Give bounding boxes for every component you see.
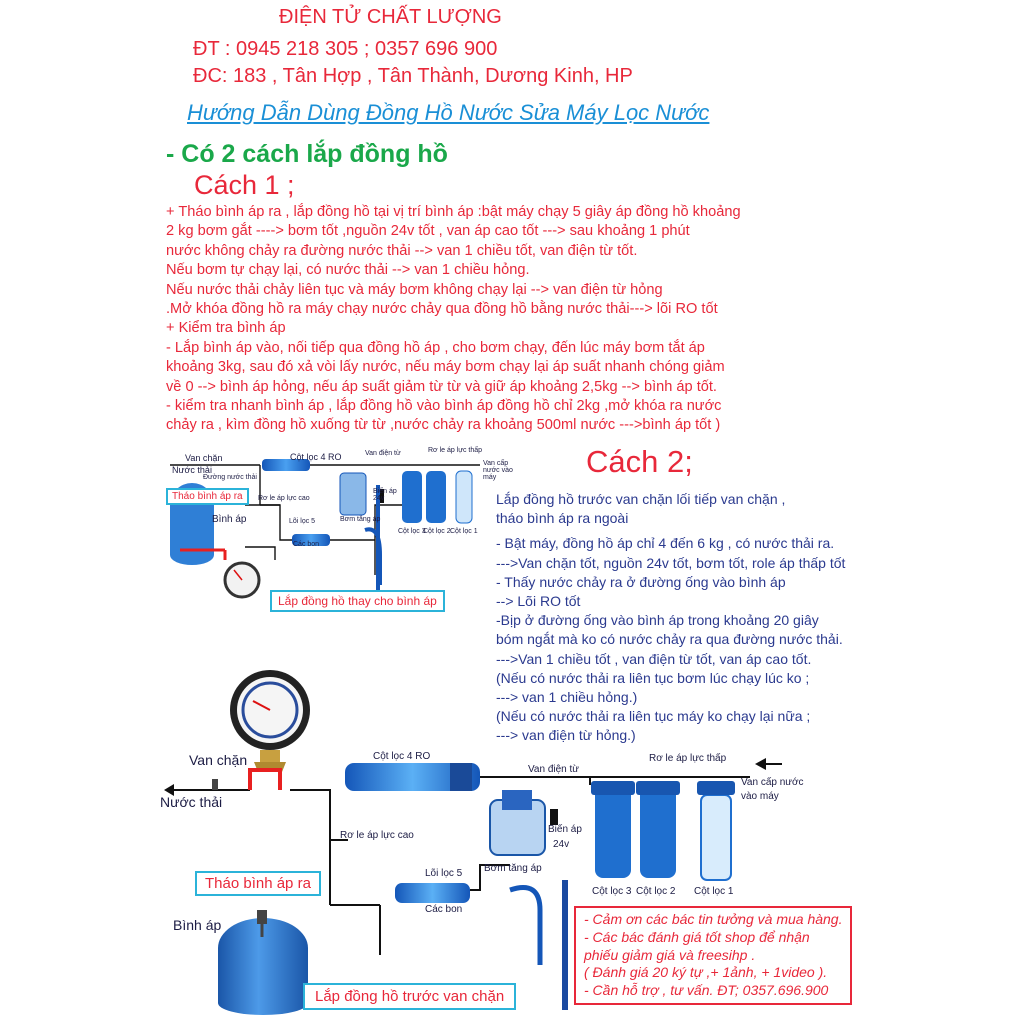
sd-cot2: Cột lọc 2 <box>423 528 451 535</box>
ld-van-cap-nuoc-2: vào máy <box>741 791 779 802</box>
thanks-box <box>574 906 852 1005</box>
large-faucet <box>510 888 540 966</box>
sd-cac-bon: Các bon <box>293 541 320 548</box>
sd-cot-loc-4ro: Cột lọc 4 RO <box>290 452 342 462</box>
method2-line: - Bật máy, đồng hồ áp chỉ 4 đến 6 kg , có nước thải ra. <box>496 535 835 552</box>
large-stand-bar <box>562 880 568 1010</box>
method1-line: Nếu bơm tự chạy lại, có nước thải --> van 1 chiều hỏng. <box>166 262 530 279</box>
method2-line: - Thấy nước chảy ra ở đường ống vào bình áp <box>496 573 786 590</box>
sd-duong-nuoc-thai: Đường nước thải <box>203 474 257 481</box>
sd-cot3: Cột lọc 3 <box>398 528 426 535</box>
guide-title: Hướng Dẫn Dùng Đồng Hồ Nước Sửa Máy Lọc Nước <box>187 100 710 125</box>
filter-3 <box>402 471 422 523</box>
sd-cot1: Cột lọc 1 <box>450 528 478 535</box>
sd-role-ap-cao: Rơ le áp lực cao <box>258 495 310 502</box>
method1-line: + Tháo bình áp ra , lắp đồng hồ tại vị trí bình áp :bật máy chạy 5 giây áp đồng hồ khoảng <box>166 204 741 220</box>
sd-bom-tang-ap: Bơm tăng áp <box>340 516 381 523</box>
sd-binh-ap: Bình áp <box>212 514 247 525</box>
ld-bien-ap-1: Biến áp <box>548 824 582 835</box>
ld-cot1: Cột lọc 1 <box>694 886 734 897</box>
thanks-line: - Cảm ơn các bác tin tưởng và mua hàng. <box>584 911 843 927</box>
ld-van-cap-nuoc-1: Van cấp nước <box>741 777 804 788</box>
ld-cot3: Cột lọc 3 <box>592 886 632 897</box>
sd-bien-ap: Biến áp 24v <box>373 488 397 502</box>
booster-pump <box>340 473 366 515</box>
method2-line: (Nếu có nước thải ra liên tục máy ko chạy lại nữa ; <box>496 708 811 725</box>
method2-line: tháo bình áp ra ngoài <box>496 510 629 527</box>
method1-line: - kiểm tra nhanh bình áp , lắp đồng hồ vào bình áp đồng hồ chỉ 2kg ,mở khóa ra nước <box>166 398 722 415</box>
ld-bien-ap-2: 24v <box>553 839 570 850</box>
large-filter-2 <box>640 783 676 878</box>
intro-heading: - Có 2 cách lắp đồng hồ <box>166 140 448 168</box>
method1-line: Nếu nước thải chảy liên tục và máy bơm không chạy lại --> van điện từ hỏng <box>166 281 663 298</box>
sd-van-cap-nuoc: Van cấp nước vào máy <box>483 460 513 481</box>
method1-line: chảy ra , kìm đồng hồ xuống từ từ ,nước chảy ra khoảng 500ml nước --->bình áp tốt ) <box>166 417 721 434</box>
filter-2 <box>426 471 446 523</box>
thanks-line: - Cần hỗ trợ , tư vấn. ĐT; 0357.696.900 <box>584 982 829 999</box>
method1-line: khoảng 3kg, sau đó xả vòi lấy nước, nếu máy bơm chạy lại áp suất nhanh chóng giảm <box>166 359 725 376</box>
ld-box-gauge: Lắp đồng hồ trước van chặn <box>303 983 516 1010</box>
shop-address: ĐC: 183 , Tân Hợp , Tân Thành, Dương Kinh, HP <box>193 65 633 87</box>
large-post-carbon <box>395 883 470 903</box>
method1-line: về 0 --> bình áp hỏng, nếu áp suất giảm từ từ và giữ áp khoảng 2,5kg --> bình áp tốt. <box>166 378 717 395</box>
method1-title: Cách 1 ; <box>194 170 295 200</box>
ld-loi-loc5: Lõi lọc 5 <box>425 868 463 879</box>
method1-line: nước không chảy ra đường nước thải --> van 1 chiều tốt, van điện từ tốt. <box>166 242 638 259</box>
method1-line: 2 kg bơm gắt ----> bơm tốt ,nguồn 24v tốt , van áp cao tốt ---> sau khoảng 1 phút <box>166 223 690 240</box>
large-filter-1 <box>701 795 731 880</box>
method2-line: -Bịp ở đường ống vào bình áp trong khoảng 20 giây <box>496 612 819 629</box>
method2-line: --->Van chặn tốt, nguồn 24v tốt, bơm tốt, role áp thấp tốt <box>496 554 846 571</box>
thanks-line: - Các bác đánh giá tốt shop để nhận <box>584 928 810 945</box>
ld-bom-tang-ap: Bơm tăng áp <box>484 863 542 874</box>
shutoff-valve <box>212 779 218 790</box>
method1-line: - Lắp bình áp vào, nối tiếp qua đồng hồ áp , cho bơm chạy, đến lúc máy bơm tắt áp <box>166 339 705 356</box>
shop-phone: ĐT : 0945 218 305 ; 0357 696 900 <box>193 38 498 60</box>
method2-line: Lắp đồng hồ trước van chặn lối tiếp van chặn , <box>496 491 786 507</box>
method1-line: + Kiểm tra bình áp <box>166 320 286 337</box>
ld-role-ap-cao: Rơ le áp lực cao <box>340 830 414 841</box>
method1-text <box>166 203 741 436</box>
ld-nuoc-thai: Nước thải <box>160 794 223 810</box>
method2-line: --->Van 1 chiều tốt , van điện từ tốt, van áp cao tốt. <box>496 650 812 667</box>
method2-line: ---> van điện từ hỏng.) <box>496 727 636 744</box>
filter-1 <box>456 471 472 523</box>
large-filter-3 <box>595 783 631 878</box>
sd-box-remove-tank: Tháo bình áp ra <box>166 488 249 505</box>
sd-box-gauge: Lắp đồng hồ thay cho bình áp <box>270 590 445 612</box>
method2-line: bóm ngắt mà ko có nước chảy ra qua đường nước thải. <box>496 631 843 648</box>
red-connector-pipes <box>250 770 280 790</box>
ld-binh-ap: Bình áp <box>173 917 222 933</box>
method2-line: (Nếu có nước thải ra liên tục bơm lúc chạy lúc ko ; <box>496 669 810 686</box>
method2-title: Cách 2; <box>586 444 693 479</box>
ld-van-chan: Van chặn <box>189 752 248 768</box>
sd-role-ap-thap: Rơ le áp lực thấp <box>428 447 483 454</box>
thanks-line: ( Đánh giá 20 ký tự ,+ 1ảnh, + 1video ). <box>584 964 828 981</box>
large-transformer <box>550 809 558 825</box>
ld-van-dien-tu: Van điện từ <box>528 764 579 775</box>
ld-cac-bon: Các bon <box>425 904 463 915</box>
ld-cot-loc-4ro: Cột lọc 4 RO <box>373 751 431 762</box>
method2-line: ---> van 1 chiều hỏng.) <box>496 689 638 706</box>
sd-nuoc-thai: Nước thải <box>172 465 212 475</box>
method2-line: --> Lõi RO tốt <box>496 593 581 610</box>
thanks-line: phiếu giảm giá và freesihp . <box>584 946 756 963</box>
ld-cot2: Cột lọc 2 <box>636 886 676 897</box>
method1-line: .Mở khóa đồng hồ ra máy chạy nước chảy qua đồng hồ bằng nước thải---> lõi RO tốt <box>166 301 718 318</box>
ld-box-remove-tank: Tháo bình áp ra <box>195 871 321 896</box>
sd-van-dien-tu: Van điện từ <box>365 450 401 457</box>
ld-role-ap-thap: Rơ le áp lực thấp <box>649 753 727 764</box>
shop-name: ĐIỆN TỬ CHẤT LƯỢNG <box>279 6 502 28</box>
sd-van-chan: Van chặn <box>185 453 223 463</box>
sd-loi-loc5: Lõi lọc 5 <box>289 518 316 525</box>
